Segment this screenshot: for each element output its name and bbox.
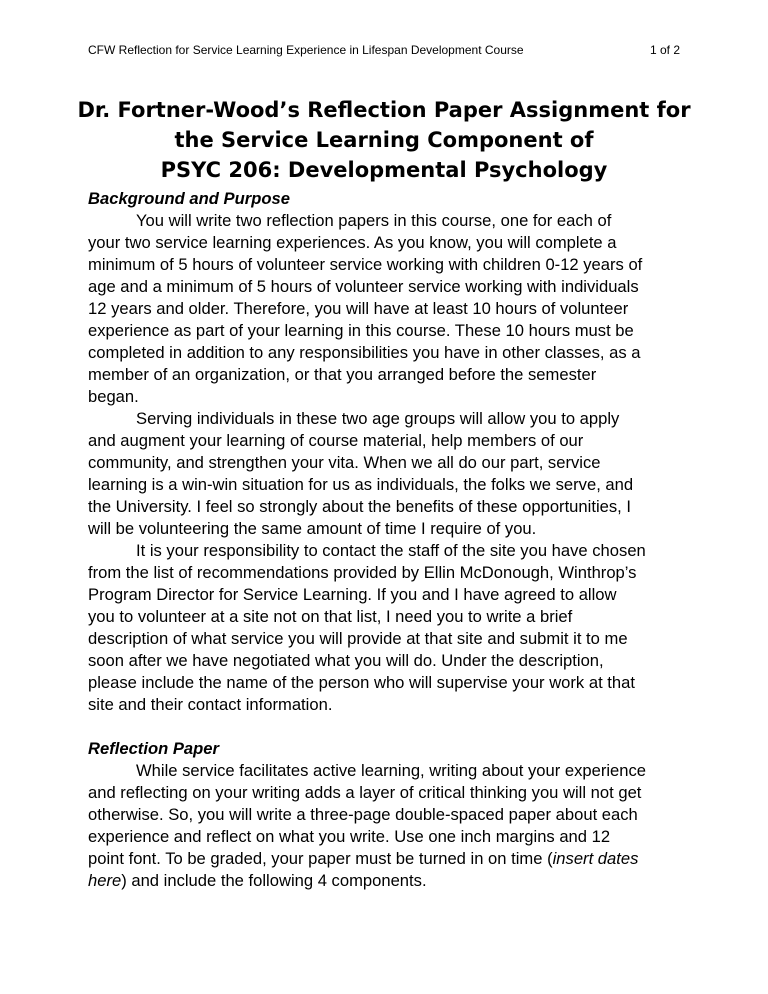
paragraph-line: soon after we have negotiated what you will do. Under the description, — [88, 651, 604, 670]
paragraph-line: and reflecting on your writing adds a layer of critical thinking you will not get — [88, 783, 642, 802]
paragraph-line — [88, 848, 688, 870]
paragraph-line — [88, 870, 688, 892]
paragraph-background-3 — [88, 540, 688, 716]
section-heading-reflection: Reflection Paper — [88, 739, 219, 758]
text-run: point font. To be graded, your paper must be turned in on time ( — [88, 849, 553, 868]
paragraph-line: 12 years and older. Therefore, you will have at least 10 hours of volunteer — [88, 299, 629, 318]
paragraph-line: minimum of 5 hours of volunteer service working with children 0-12 years of — [88, 255, 643, 274]
paragraph-line: will be volunteering the same amount of time I require of you. — [88, 519, 537, 538]
paragraph-reflection-1 — [88, 760, 688, 892]
paragraph-line: site and their contact information. — [88, 695, 333, 714]
document-title — [60, 95, 708, 185]
paragraph-line: you to volunteer at a site not on that list, I need you to write a brief — [88, 607, 573, 626]
italic-placeholder: here — [88, 871, 122, 890]
document-title-line-2: the Service Learning Component of — [174, 128, 594, 152]
paragraph-line: from the list of recommendations provided by Ellin McDonough, Winthrop’s — [88, 563, 637, 582]
paragraph-line: your two service learning experiences. As you know, you will complete a — [88, 233, 617, 252]
paragraph-line: You will write two reflection papers in this course, one for each of — [136, 211, 612, 230]
paragraph-line: member of an organization, or that you arranged before the semester — [88, 365, 597, 384]
section-heading-background: Background and Purpose — [88, 189, 290, 208]
paragraph-line: It is your responsibility to contact the staff of the site you have chosen — [136, 541, 646, 560]
paragraph-line: community, and strengthen your vita. When we all do our part, service — [88, 453, 601, 472]
paragraph-line: experience and reflect on what you write. Use one inch margins and 12 — [88, 827, 611, 846]
page-number: 1 of 2 — [649, 43, 680, 57]
paragraph-line: While service facilitates active learning, writing about your experience — [136, 761, 647, 780]
paragraph-line: learning is a win-win situation for us as individuals, the folks we serve, and — [88, 475, 634, 494]
paragraph-line: experience as part of your learning in this course. These 10 hours must be — [88, 321, 634, 340]
section-spacer — [88, 716, 688, 738]
paragraph-line: please include the name of the person who will supervise your work at that — [88, 673, 635, 692]
paragraph-background-2 — [88, 408, 688, 540]
paragraph-background-1 — [88, 210, 688, 408]
paragraph-line: and augment your learning of course material, help members of our — [88, 431, 584, 450]
paragraph-line: began. — [88, 387, 139, 406]
paragraph-line: description of what service you will provide at that site and submit it to me — [88, 629, 628, 648]
document-title-line-1: Dr. Fortner-Wood’s Reflection Paper Assignment for — [77, 98, 691, 122]
paragraph-line: the University. I feel so strongly about the benefits of these opportunities, I — [88, 497, 631, 516]
document-title-line-3: PSYC 206: Developmental Psychology — [160, 158, 608, 182]
paragraph-line: age and a minimum of 5 hours of volunteer service working with individuals — [88, 277, 639, 296]
paragraph-line: Serving individuals in these two age groups will allow you to apply — [136, 409, 620, 428]
text-run: ) and include the following 4 components. — [121, 871, 427, 890]
paragraph-line: Program Director for Service Learning. If you and I have agreed to allow — [88, 585, 617, 604]
paragraph-line: otherwise. So, you will write a three-page double-spaced paper about each — [88, 805, 638, 824]
paragraph-line: completed in addition to any responsibilities you have in other classes, as a — [88, 343, 641, 362]
document-body — [88, 188, 688, 892]
running-header-title: CFW Reflection for Service Learning Experience in Lifespan Development Course — [88, 43, 524, 57]
italic-placeholder: insert dates — [552, 849, 639, 868]
